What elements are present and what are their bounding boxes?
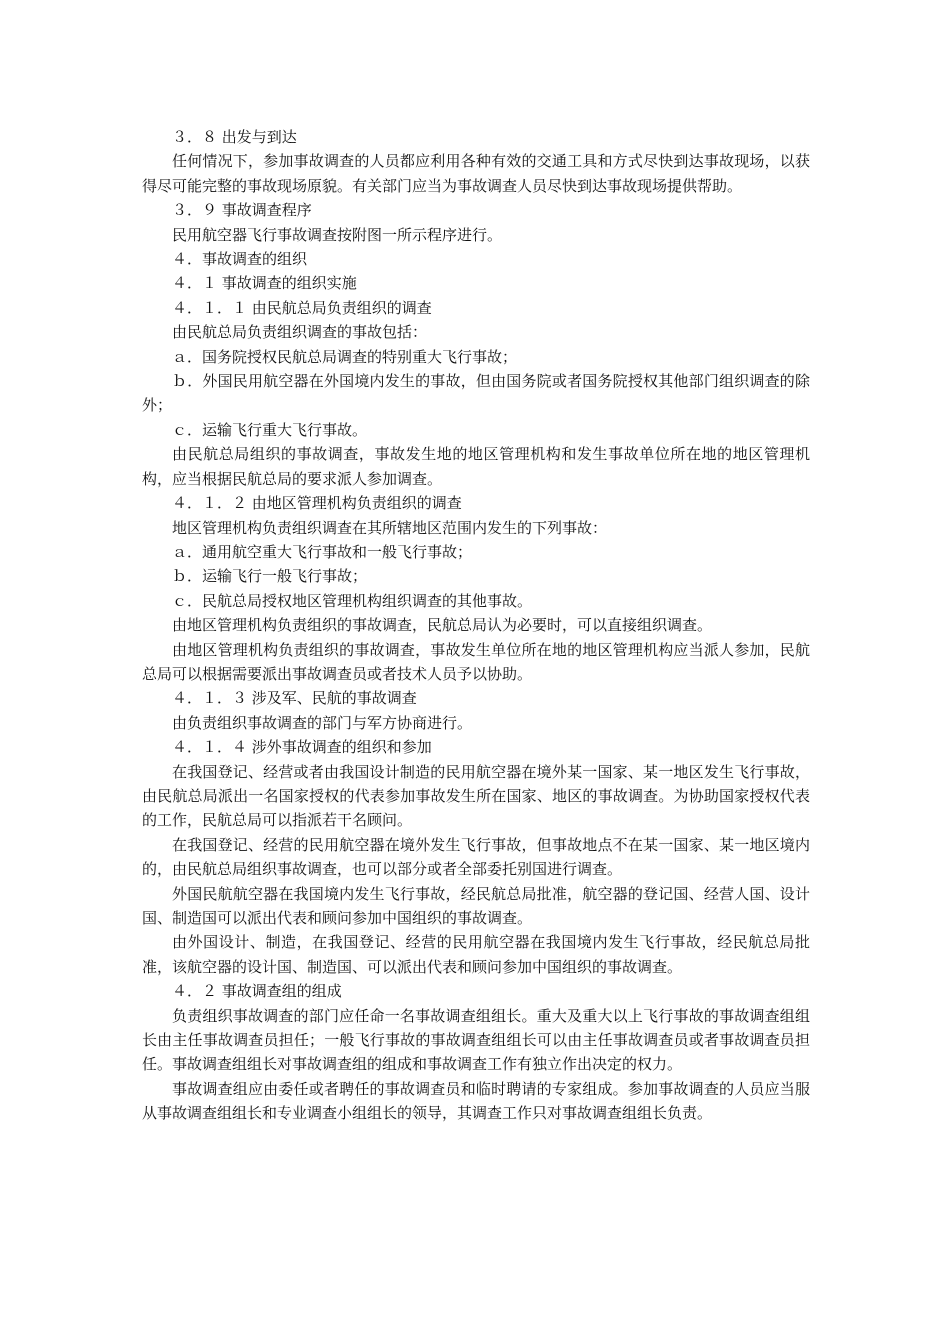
paragraph-regional-scope: 地区管理机构负责组织调查在其所辖地区范围内发生的下列事故： (172, 518, 608, 537)
section-heading-4-2: ４．２ 事故调查组的组成 (172, 982, 342, 1001)
document-body (142, 125, 810, 1126)
paragraph-team-members: 事故调查组应由委任或者聘任的事故调查员和临时聘请的专家组成。参加事故调查的人员应当服从事故调查组组长和专业调查小组组长的领导，其调查工作只对事故调查组组长负责。 (142, 1079, 810, 1123)
paragraph-procedure: 民用航空器飞行事故调查按附图一所示程序进行。 (172, 225, 503, 244)
section-heading-4-1-4: ４．１．４ 涉外事故调查的组织和参加 (172, 738, 432, 757)
paragraph-departure-arrival: 任何情况下，参加事故调查的人员都应利用各种有效的交通工具和方式尽快到达事故现场，以获得尽可能完整的事故现场原貌。有关部门应当为事故调查人员尽快到达事故现场提供帮助。 (142, 152, 810, 195)
list-item-b: ｂ．外国民用航空器在外国境内发生的事故，但由国务院或者国务院授权其他部门组织调查的除外； (142, 372, 810, 415)
paragraph-team-leader: 负责组织事故调查的部门应任命一名事故调查组组长。重大及重大以上飞行事故的事故调查组组长由主任事故调查员担任；一般飞行事故的事故调查组组长可以由主任事故调查员或者事故调查员担任。事故调查组组长对事故调查组的组成和事故调查工作有独立作出决定的权力。 (142, 1006, 810, 1074)
list-item-c: ｃ．运输飞行重大飞行事故。 (172, 420, 368, 439)
section-heading-4-1: ４．１ 事故调查的组织实施 (172, 274, 357, 293)
paragraph-caac-participation: 由民航总局组织的事故调查，事故发生地的地区管理机构和发生事故单位所在地的地区管理机构，应当根据民航总局的要求派人参加调查。 (142, 445, 810, 488)
list-item-a: ａ．通用航空重大飞行事故和一般飞行事故； (172, 542, 473, 561)
paragraph-foreign-3: 外国民航航空器在我国境内发生飞行事故，经民航总局批准，航空器的登记国、经营人国、设计国、制造国可以派出代表和顾问参加中国组织的事故调查。 (142, 884, 810, 927)
list-item-a: ａ．国务院授权民航总局调查的特别重大飞行事故； (172, 347, 518, 366)
section-heading-3-9: ３．９ 事故调查程序 (172, 201, 312, 220)
paragraph-regional-direct: 由地区管理机构负责组织的事故调查，民航总局认为必要时，可以直接组织调查。 (172, 616, 713, 635)
list-item-b: ｂ．运输飞行一般飞行事故； (172, 567, 368, 586)
paragraph-foreign-4: 由外国设计、制造，在我国登记、经营的民用航空器在我国境内发生飞行事故，经民航总局批准，该航空器的设计国、制造国、可以派出代表和顾问参加中国组织的事故调查。 (142, 933, 810, 976)
paragraph-foreign-2: 在我国登记、经营的民用航空器在境外发生飞行事故，但事故地点不在某一国家、某一地区境内的，由民航总局组织事故调查，也可以部分或者全部委托别国进行调查。 (142, 835, 810, 879)
section-heading-4-1-1: ４．１．１ 由民航总局负责组织的调查 (172, 298, 432, 317)
paragraph-regional-assist: 由地区管理机构负责组织的事故调查，事故发生单位所在地的地区管理机构应当派人参加，民航总局可以根据需要派出事故调查员或者技术人员予以协助。 (142, 640, 810, 683)
paragraph-military: 由负责组织事故调查的部门与军方协商进行。 (172, 713, 473, 732)
section-heading-4: ４．事故调查的组织 (172, 250, 308, 269)
section-heading-4-1-3: ４．１．３ 涉及军、民航的事故调查 (172, 689, 417, 708)
section-heading-4-1-2: ４．１．２ 由地区管理机构负责组织的调查 (172, 494, 462, 513)
section-heading-3-8: ３．８ 出发与到达 (172, 128, 297, 146)
paragraph-foreign-1: 在我国登记、经营或者由我国设计制造的民用航空器在境外某一国家、某一地区发生飞行事故，由民航总局派出一名国家授权的代表参加事故发生所在国家、地区的事故调查。为协助国家授权代表的工作，民航总局可以指派若干名顾问。 (142, 762, 810, 830)
paragraph-caac-scope: 由民航总局负责组织调查的事故包括： (172, 323, 428, 342)
list-item-c: ｃ．民航总局授权地区管理机构组织调查的其他事故。 (172, 591, 533, 610)
